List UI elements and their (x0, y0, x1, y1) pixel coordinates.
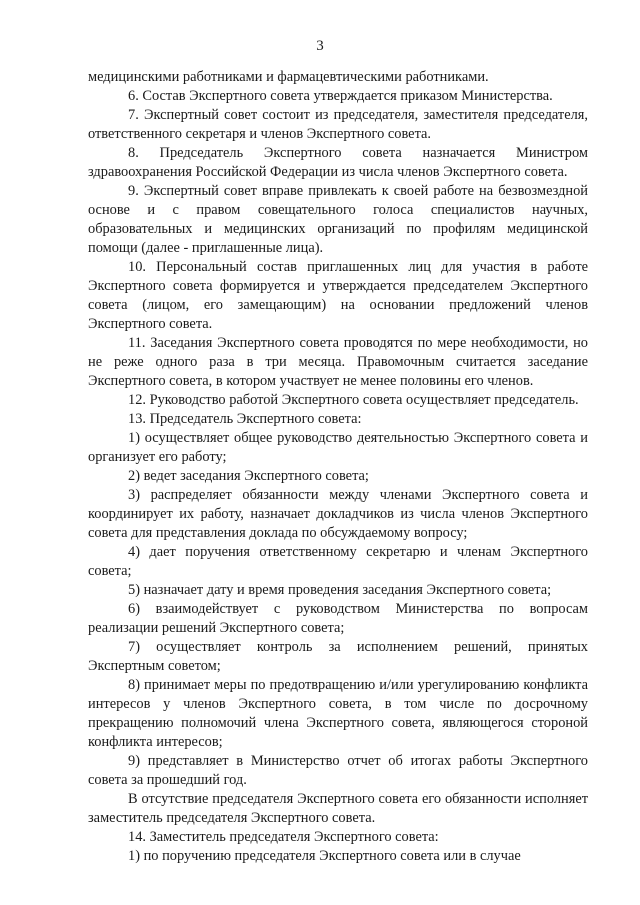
list-item: 4) дает поручения ответственному секретарю и членам Экспертного совета; (88, 544, 588, 579)
paragraph: 14. Заместитель председателя Экспертного совета: (128, 829, 439, 845)
list-item: 3) распределяет обязанности между членами Экспертного совета и координирует их работу, назначает докладчиков из числа членов Экспертного совета для представления доклада по обсуждаемому вопросу; (88, 487, 588, 541)
list-item: 6) взаимодействует с руководством Министерства по вопросам реализации решений Экспертного совета; (88, 601, 588, 636)
list-item: 8) принимает меры по предотвращению и/или урегулированию конфликта интересов у членов Экспертного совета, в том числе по досрочному прекращению полномочий члена Экспертного совета, являющегося стороной конфликта интересов; (88, 677, 588, 750)
list-item: 2) ведет заседания Экспертного совета; (128, 468, 369, 484)
paragraph: 11. Заседания Экспертного совета проводятся по мере необходимости, но не реже одного раза в три месяца. Правомочным считается заседание Экспертного совета, в котором участвует не менее половины его членов. (88, 335, 588, 389)
paragraph: 12. Руководство работой Экспертного совета осуществляет председатель. (128, 392, 579, 408)
list-item: 7) осуществляет контроль за исполнением решений, принятых Экспертным советом; (88, 639, 588, 674)
page-number: 3 (316, 38, 324, 54)
paragraph: медицинскими работниками и фармацевтическими работниками. (88, 69, 489, 85)
paragraph: 13. Председатель Экспертного совета: (128, 411, 362, 427)
paragraph: 7. Экспертный совет состоит из председателя, заместителя председателя, ответственного секретаря и членов Экспертного совета. (88, 107, 588, 142)
paragraph: 9. Экспертный совет вправе привлекать к своей работе на безвозмездной основе и с правом совещательного голоса специалистов научных, образовательных и медицинских организаций по профилям медицинской помощи (далее - приглашенные лица). (88, 183, 588, 256)
paragraph: 10. Персональный состав приглашенных лиц для участия в работе Экспертного совета формируется и утверждается председателем Экспертного совета (лицом, его замещающим) на основании предложений членов Экспертного совета. (88, 259, 588, 332)
paragraph: В отсутствие председателя Экспертного совета его обязанности исполняет заместитель председателя Экспертного совета. (88, 791, 588, 826)
list-item: 9) представляет в Министерство отчет об итогах работы Экспертного совета за прошедший год. (88, 753, 588, 788)
list-item: 1) осуществляет общее руководство деятельностью Экспертного совета и организует его работу; (88, 430, 588, 465)
paragraph: 6. Состав Экспертного совета утверждается приказом Министерства. (128, 88, 553, 104)
document-body (88, 68, 588, 866)
list-item: 1) по поручению председателя Экспертного совета или в случае (128, 848, 521, 864)
paragraph: 8. Председатель Экспертного совета назначается Министром здравоохранения Российской Федерации из числа членов Экспертного совета. (88, 145, 588, 180)
list-item: 5) назначает дату и время проведения заседания Экспертного совета; (128, 582, 552, 598)
